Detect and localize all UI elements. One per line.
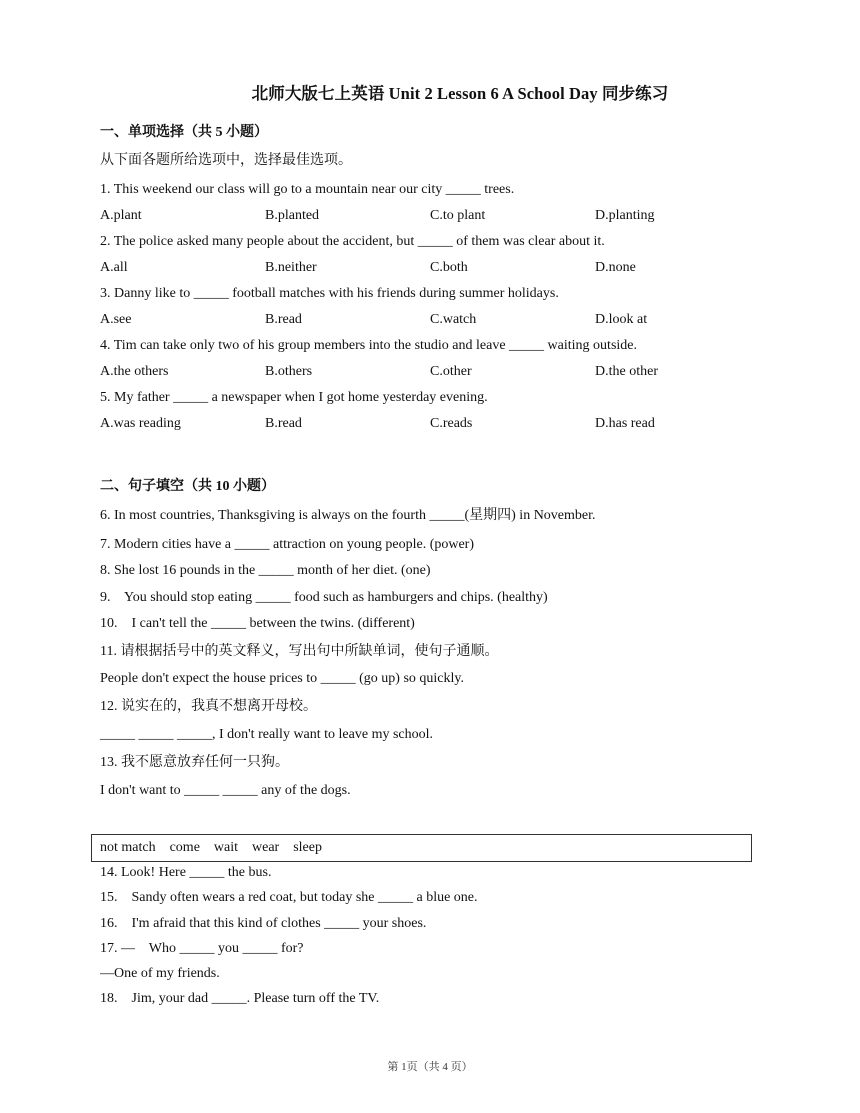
question-9: 9. You should stop eating _____ food such as hamburgers and chips. (healthy) bbox=[100, 590, 548, 605]
q3-option-d[interactable]: D.look at bbox=[595, 312, 648, 327]
q4-option-c[interactable]: C.other bbox=[430, 364, 472, 379]
question-4: 4. Tim can take only two of his group members into the studio and leave _____ waiting outside. bbox=[100, 338, 637, 353]
question-12-prompt: 12. 说实在的，我真不想离开母校。 bbox=[100, 699, 317, 714]
question-13-sentence: I don't want to _____ _____ any of the dogs. bbox=[100, 783, 351, 798]
document-title: 北师大版七上英语 Unit 2 Lesson 6 A School Day 同步练习 bbox=[251, 84, 669, 103]
section1-heading: 一、单项选择（共 5 小题） bbox=[100, 125, 268, 140]
question-2: 2. The police asked many people about the accident, but _____ of them was clear about it. bbox=[100, 234, 605, 249]
question-8: 8. She lost 16 pounds in the _____ month of her diet. (one) bbox=[100, 563, 431, 578]
question-1: 1. This weekend our class will go to a mountain near our city _____ trees. bbox=[100, 182, 515, 197]
question-17: 17. — Who _____ you _____ for? bbox=[100, 941, 304, 956]
q4-option-b[interactable]: B.others bbox=[265, 364, 313, 379]
q4-option-d[interactable]: D.the other bbox=[595, 364, 658, 379]
q2-option-d[interactable]: D.none bbox=[595, 260, 636, 275]
section1-instruction: 从下面各题所给选项中，选择最佳选项。 bbox=[100, 153, 352, 168]
q2-option-a[interactable]: A.all bbox=[100, 260, 128, 275]
q5-option-a[interactable]: A.was reading bbox=[100, 416, 181, 431]
question-18: 18. Jim, your dad _____. Please turn off the TV. bbox=[100, 991, 380, 1006]
page-footer: 第 1页（共 4 页） bbox=[387, 1061, 473, 1073]
word-bank: not match come wait wear sleep bbox=[100, 840, 322, 855]
question-13-prompt: 13. 我不愿意放弃任何一只狗。 bbox=[100, 755, 289, 770]
question-6: 6. In most countries, Thanksgiving is always on the fourth _____(星期四) in November. bbox=[100, 508, 596, 523]
q5-option-d[interactable]: D.has read bbox=[595, 416, 655, 431]
question-11-sentence: People don't expect the house prices to _____ (go up) so quickly. bbox=[100, 671, 464, 686]
question-15: 15. Sandy often wears a red coat, but today she _____ a blue one. bbox=[100, 890, 478, 905]
question-11-instruction: 11. 请根据括号中的英文释义，写出句中所缺单词，使句子通顺。 bbox=[100, 644, 499, 659]
q1-option-c[interactable]: C.to plant bbox=[430, 208, 486, 223]
q1-option-d[interactable]: D.planting bbox=[595, 208, 655, 223]
question-16: 16. I'm afraid that this kind of clothes _____ your shoes. bbox=[100, 916, 427, 931]
question-17-answer: —One of my friends. bbox=[100, 966, 220, 981]
q3-option-b[interactable]: B.read bbox=[265, 312, 302, 327]
q5-option-c[interactable]: C.reads bbox=[430, 416, 473, 431]
question-10: 10. I can't tell the _____ between the twins. (different) bbox=[100, 616, 415, 631]
question-14: 14. Look! Here _____ the bus. bbox=[100, 865, 272, 880]
q3-option-c[interactable]: C.watch bbox=[430, 312, 477, 327]
question-12-sentence: _____ _____ _____, I don't really want to leave my school. bbox=[100, 727, 434, 742]
section2-heading: 二、句子填空（共 10 小题） bbox=[100, 479, 275, 494]
q4-option-a[interactable]: A.the others bbox=[100, 364, 169, 379]
q2-option-b[interactable]: B.neither bbox=[265, 260, 317, 275]
q2-option-c[interactable]: C.both bbox=[430, 260, 468, 275]
question-7: 7. Modern cities have a _____ attraction on young people. (power) bbox=[100, 537, 475, 552]
q3-option-a[interactable]: A.see bbox=[100, 312, 132, 327]
q5-option-b[interactable]: B.read bbox=[265, 416, 302, 431]
q1-option-b[interactable]: B.planted bbox=[265, 208, 320, 223]
q1-option-a[interactable]: A.plant bbox=[100, 208, 142, 223]
question-3: 3. Danny like to _____ football matches with his friends during summer holidays. bbox=[100, 286, 559, 301]
word-bank-box bbox=[91, 834, 752, 862]
question-5: 5. My father _____ a newspaper when I got home yesterday evening. bbox=[100, 390, 488, 405]
